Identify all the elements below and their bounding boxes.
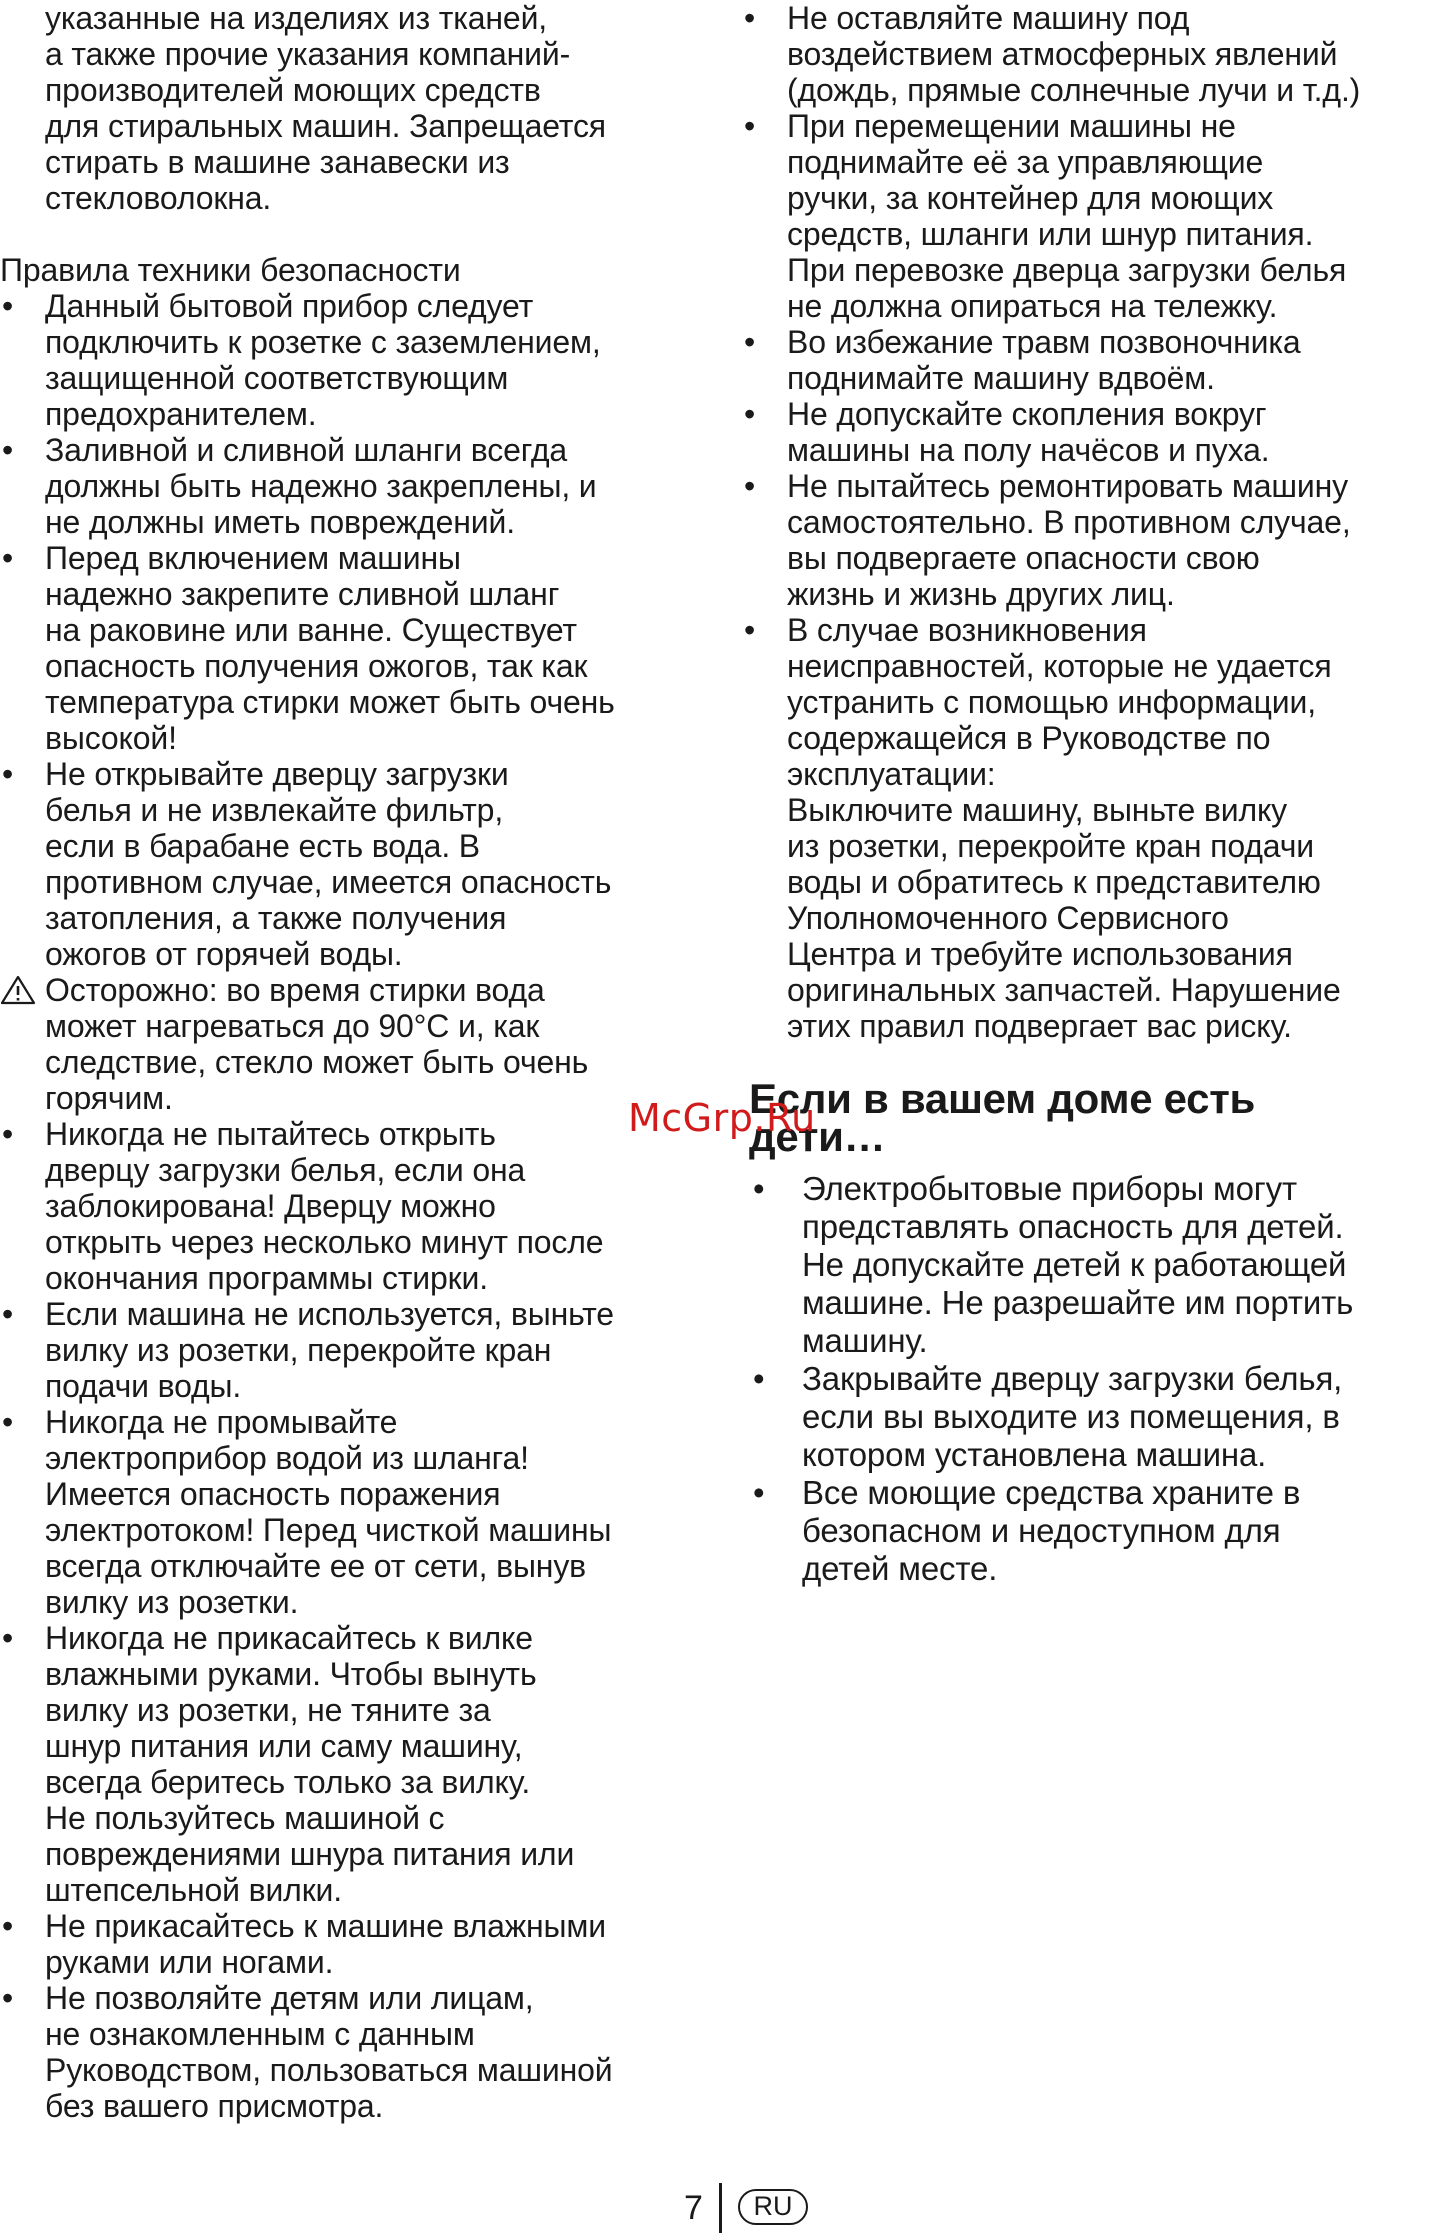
line-text: машину. — [802, 1322, 928, 1359]
text-line — [0, 1656, 705, 1692]
text-line — [742, 972, 1442, 1008]
text-line — [742, 72, 1442, 108]
line-text: Если машина не используется, выньте — [45, 1296, 614, 1332]
section-label — [0, 252, 705, 288]
text-line — [0, 1044, 705, 1080]
text-line — [0, 1152, 705, 1188]
text-line — [742, 900, 1442, 936]
text-line — [0, 1872, 705, 1908]
line-text: При перемещении машины не — [787, 108, 1236, 144]
right-column — [742, 0, 1442, 1044]
line-text: Осторожно: во время стирки вода — [45, 972, 545, 1008]
text-line — [0, 1728, 705, 1764]
line-text: устранить с помощью информации, — [787, 684, 1316, 720]
line-text: воздействием атмосферных явлений — [787, 36, 1338, 72]
line-text: вилку из розетки. — [45, 1584, 299, 1620]
text-line — [0, 1080, 705, 1116]
text-line — [0, 0, 705, 36]
text-line — [742, 36, 1442, 72]
text-line — [749, 1550, 1449, 1588]
text-line — [0, 576, 705, 612]
line-text: повреждениями шнура питания или — [45, 1836, 575, 1872]
text-line — [742, 648, 1442, 684]
bullet-item — [742, 612, 1442, 648]
line-text: всегда беритесь только за вилку. — [45, 1764, 531, 1800]
line-text: ручки, за контейнер для моющих — [787, 180, 1274, 216]
text-line — [742, 720, 1442, 756]
line-text: средств, шланги или шнур питания. — [787, 216, 1314, 252]
line-text: штепсельной вилки. — [45, 1872, 343, 1908]
line-text: опасность получения ожогов, так как — [45, 648, 588, 684]
line-text: Не пользуйтесь машиной с — [45, 1800, 445, 1836]
line-text: из розетки, перекройте кран подачи — [787, 828, 1314, 864]
text-line — [0, 1368, 705, 1404]
line-text: Никогда не промывайте — [45, 1404, 398, 1440]
line-text: Заливной и сливной шланги всегда — [45, 432, 568, 468]
line-text: Уполномоченного Сервисного — [787, 900, 1229, 936]
line-text: Никогда не пытайтесь открыть — [45, 1116, 496, 1152]
line-text: надежно закрепите сливной шланг — [45, 576, 560, 612]
line-text: для стиральных машин. Запрещается — [45, 108, 606, 144]
line-text: окончания программы стирки. — [45, 1260, 488, 1296]
bullet-item — [0, 1296, 705, 1332]
bullet-item — [0, 540, 705, 576]
text-line — [742, 216, 1442, 252]
bullet-item — [742, 324, 1442, 360]
text-line — [742, 792, 1442, 828]
text-line — [0, 180, 705, 216]
bullet-item — [0, 1620, 705, 1656]
text-line — [0, 1548, 705, 1584]
bullet-item — [749, 1360, 1449, 1398]
text-line — [742, 252, 1442, 288]
text-line — [0, 1800, 705, 1836]
text-line — [749, 1208, 1449, 1246]
text-line — [0, 1512, 705, 1548]
line-text: дверцу загрузки белья, если она — [45, 1152, 526, 1188]
line-text: детей месте. — [802, 1550, 998, 1587]
text-line — [0, 648, 705, 684]
line-text: горячим. — [45, 1080, 173, 1116]
paragraph-gap — [0, 216, 705, 252]
line-text: влажными руками. Чтобы вынуть — [45, 1656, 537, 1692]
line-text: Не допускайте детей к работающей — [802, 1246, 1347, 1283]
text-line — [0, 900, 705, 936]
line-text: (дождь, прямые солнечные лучи и т.д.) — [787, 72, 1361, 108]
line-text: если вы выходите из помещения, в — [802, 1398, 1340, 1435]
text-line — [0, 1836, 705, 1872]
line-text: Не допускайте скопления вокруг — [787, 396, 1267, 432]
text-line — [0, 1764, 705, 1800]
line-text: не ознакомленным с данным — [45, 2016, 475, 2052]
text-line — [742, 144, 1442, 180]
text-line — [0, 144, 705, 180]
text-line — [0, 396, 705, 432]
line-text: электроприбор водой из шланга! — [45, 1440, 529, 1476]
bullet-item — [0, 756, 705, 792]
text-line — [0, 1332, 705, 1368]
bullet-item — [0, 1908, 705, 1944]
text-line — [0, 936, 705, 972]
line-text: Закрывайте дверцу загрузки белья, — [802, 1360, 1343, 1397]
text-line — [742, 504, 1442, 540]
footer-divider — [719, 2183, 722, 2233]
text-line — [0, 792, 705, 828]
text-line — [749, 1398, 1449, 1436]
text-line — [749, 1436, 1449, 1474]
text-line — [0, 72, 705, 108]
line-text: Не позволяйте детям или лицам, — [45, 1980, 534, 2016]
line-text: машине. Не разрешайте им портить — [802, 1284, 1354, 1321]
text-line — [0, 468, 705, 504]
line-text: Руководством, пользоваться машиной — [45, 2052, 613, 2088]
watermark-text: McGrp.Ru — [628, 1096, 816, 1140]
line-text: подачи воды. — [45, 1368, 242, 1404]
line-text: открыть через несколько минут после — [45, 1224, 604, 1260]
bullet-item — [749, 1474, 1449, 1512]
line-text: противном случае, имеется опасность — [45, 864, 612, 900]
line-text: без вашего присмотра. — [45, 2088, 384, 2124]
text-line — [0, 2052, 705, 2088]
line-text: котором установлена машина. — [802, 1436, 1267, 1473]
heading-line: дети… — [749, 1113, 886, 1160]
text-line — [0, 2016, 705, 2052]
line-text: руками или ногами. — [45, 1944, 334, 1980]
line-text: должны быть надежно закреплены, и — [45, 468, 597, 504]
section-heading — [749, 1075, 1439, 1160]
text-line — [0, 2088, 705, 2124]
left-column — [0, 0, 705, 2124]
bullet-item — [742, 0, 1442, 36]
bullet-item — [742, 468, 1442, 504]
line-text: на раковине или ванне. Существует — [45, 612, 577, 648]
page-footer — [0, 2183, 1449, 2233]
line-text: может нагреваться до 90°C и, как — [45, 1008, 540, 1044]
line-text: защищенной соответствующим — [45, 360, 509, 396]
line-text: эксплуатации: — [787, 756, 996, 792]
bullet-item — [0, 1980, 705, 2016]
line-text: воды и обратитесь к представителю — [787, 864, 1321, 900]
text-line — [0, 1224, 705, 1260]
line-text: электротоком! Перед чисткой машины — [45, 1512, 612, 1548]
text-line — [742, 1008, 1442, 1044]
line-text: подключить к розетке с заземлением, — [45, 324, 601, 360]
line-text: Не оставляйте машину под — [787, 0, 1190, 36]
bullet-item — [0, 1116, 705, 1152]
children-section — [749, 1170, 1449, 1588]
text-line — [0, 1440, 705, 1476]
line-text: температура стирки может быть очень — [45, 684, 615, 720]
page-number: 7 — [684, 2189, 703, 2227]
text-line — [742, 936, 1442, 972]
text-line — [0, 612, 705, 648]
text-line — [749, 1512, 1449, 1550]
text-line — [0, 1008, 705, 1044]
text-line — [742, 828, 1442, 864]
line-text: Перед включением машины — [45, 540, 461, 576]
line-text: оригинальных запчастей. Нарушение — [787, 972, 1341, 1008]
text-line — [742, 684, 1442, 720]
line-text: следствие, стекло может быть очень — [45, 1044, 589, 1080]
line-text: белья и не извлекайте фильтр, — [45, 792, 504, 828]
line-text: самостоятельно. В противном случае, — [787, 504, 1351, 540]
language-badge: RU — [738, 2189, 808, 2225]
line-text: вилку из розетки, перекройте кран — [45, 1332, 552, 1368]
line-text: При перевозке дверца загрузки белья — [787, 252, 1347, 288]
line-text: Не пытайтесь ремонтировать машину — [787, 468, 1348, 504]
line-text: Все моющие средства храните в — [802, 1474, 1301, 1511]
line-text: этих правил подвергает вас риску. — [787, 1008, 1292, 1044]
line-text: неисправностей, которые не удается — [787, 648, 1332, 684]
line-text: Не открывайте дверцу загрузки — [45, 756, 509, 792]
text-line — [0, 864, 705, 900]
text-line — [0, 1584, 705, 1620]
line-text: Имеется опасность поражения — [45, 1476, 501, 1512]
line-text: производителей моющих средств — [45, 72, 541, 108]
text-line — [742, 576, 1442, 612]
line-text: Не прикасайтесь к машине влажными — [45, 1908, 606, 1944]
line-text: содержащейся в Руководстве по — [787, 720, 1271, 756]
text-line — [0, 1476, 705, 1512]
text-line — [0, 720, 705, 756]
line-text: Во избежание травм позвоночника — [787, 324, 1301, 360]
heading-line: Если в вашем доме есть — [749, 1075, 1256, 1122]
line-text: поднимайте её за управляющие — [787, 144, 1264, 180]
line-text: Центра и требуйте использования — [787, 936, 1293, 972]
line-text: вы подвергаете опасности свою — [787, 540, 1260, 576]
text-line — [0, 1260, 705, 1296]
line-text: В случае возникновения — [787, 612, 1147, 648]
line-text: стекловолокна. — [45, 180, 272, 216]
line-text: стирать в машине занавески из — [45, 144, 510, 180]
text-line — [742, 360, 1442, 396]
bullet-item — [0, 1404, 705, 1440]
text-line — [0, 324, 705, 360]
text-line — [749, 1322, 1449, 1360]
text-line — [0, 684, 705, 720]
warning-triangle-icon — [0, 975, 36, 1005]
bullet-item — [0, 432, 705, 468]
text-line — [0, 36, 705, 72]
line-text: представлять опасность для детей. — [802, 1208, 1344, 1245]
text-line — [742, 756, 1442, 792]
bullet-item — [0, 288, 705, 324]
line-text: поднимайте машину вдвоём. — [787, 360, 1215, 396]
text-line — [749, 1284, 1449, 1322]
line-text: ожогов от горячей воды. — [45, 936, 403, 972]
text-line — [0, 828, 705, 864]
text-line — [742, 864, 1442, 900]
line-text: безопасном и недоступном для — [802, 1512, 1281, 1549]
line-text: шнур питания или саму машину, — [45, 1728, 523, 1764]
text-line — [742, 288, 1442, 324]
line-text: жизнь и жизнь других лиц. — [787, 576, 1175, 612]
text-line — [742, 540, 1442, 576]
text-line — [742, 180, 1442, 216]
line-text: не должны иметь повреждений. — [45, 504, 515, 540]
line-text: вилку из розетки, не тяните за — [45, 1692, 491, 1728]
line-text: затопления, а также получения — [45, 900, 507, 936]
line-text: заблокирована! Дверцу можно — [45, 1188, 496, 1224]
line-text: не должна опираться на тележку. — [787, 288, 1278, 324]
line-text: предохранителем. — [45, 396, 317, 432]
text-line — [749, 1246, 1449, 1284]
line-text: а также прочие указания компаний- — [45, 36, 571, 72]
bullet-item — [742, 396, 1442, 432]
text-line — [0, 1188, 705, 1224]
text-line — [0, 1944, 705, 1980]
line-text: Никогда не прикасайтесь к вилке — [45, 1620, 533, 1656]
line-text: Правила техники безопасности — [0, 252, 461, 288]
text-line — [0, 360, 705, 396]
line-text: Выключите машину, выньте вилку — [787, 792, 1288, 828]
line-text: машины на полу начёсов и пуха. — [787, 432, 1270, 468]
line-text: Данный бытовой прибор следует — [45, 288, 534, 324]
text-line — [0, 1692, 705, 1728]
line-text: всегда отключайте ее от сети, вынув — [45, 1548, 587, 1584]
line-text: если в барабане есть вода. В — [45, 828, 481, 864]
line-text: высокой! — [45, 720, 177, 756]
text-line — [0, 504, 705, 540]
text-line — [742, 432, 1442, 468]
bullet-item — [749, 1170, 1449, 1208]
bullet-item — [742, 108, 1442, 144]
warning-item — [0, 972, 705, 1008]
text-line — [0, 108, 705, 144]
line-text: Электробытовые приборы могут — [802, 1170, 1297, 1207]
line-text: указанные на изделиях из тканей, — [45, 0, 548, 36]
